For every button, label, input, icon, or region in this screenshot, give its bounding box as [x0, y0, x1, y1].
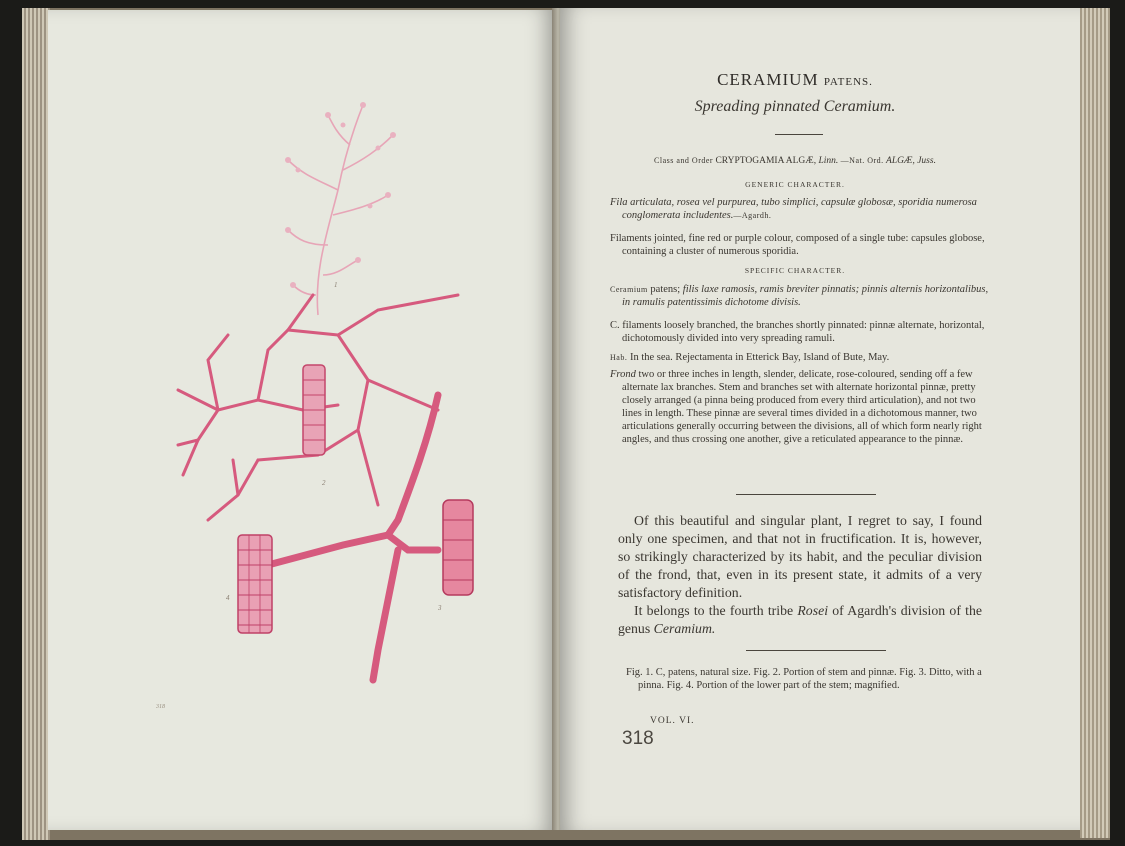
fig-label-2: 2 [322, 479, 326, 487]
nat-ord-label: —Nat. Ord. [840, 156, 884, 165]
right-page-edges [1080, 8, 1110, 838]
class-name: CRYPTOGAMIA ALGÆ, [715, 156, 817, 166]
section-rule [736, 494, 876, 495]
class-label: Class and Order [654, 156, 714, 165]
plate-mark: 318 [156, 704, 165, 710]
title-rule [775, 134, 823, 135]
generic-latin-text: Fila articulata, rosea vel purpurea, tubo simplici, capsulæ globosæ, sporidia numerosa conglomerata includentes. [610, 197, 977, 221]
fig-label-4: 4 [226, 594, 230, 602]
nat-ord: ALGÆ, [886, 156, 915, 166]
specific-latin-text: filis laxe ramosis, ramis breviter pinnatis; pinnis alternis horizontalibus, in ramulis patentissimis dichotome divisis. [622, 284, 989, 308]
generic-author: —Agardh. [733, 211, 772, 220]
habitat-label: Hab. [610, 353, 628, 362]
juss-author: Juss. [917, 156, 936, 166]
frond-text: two or three inches in length, slender, delicate, rose-coloured, sending off a few alternate lax branches. Stem and branches set with alternate horizontal pinnæ, pretty closely arranged (a pinna being produced from every third articulation), and not two lines in length. These pinnæ are several times divided in a dichotomous manner, two articulations generally occurring between the divisions, all of which form nearly right angles, and thus crossing one another, give a reticulated appearance to the pinnæ. [622, 369, 982, 445]
habitat-text: In the sea. Rejectamenta in Etterick Bay, Island of Bute, May. [629, 352, 890, 363]
fig1-natural-size [288, 105, 393, 315]
generic-latin [610, 196, 992, 222]
ceramium-illustration [138, 80, 528, 720]
title-small: PATENS. [823, 76, 873, 88]
fig2-joint-segment [303, 365, 325, 455]
generic-heading: GENERIC CHARACTER. [745, 180, 845, 189]
frond-label: Frond [610, 369, 636, 380]
classification-line [610, 156, 980, 166]
left-page-edges [22, 8, 50, 840]
botanical-plate [138, 80, 528, 720]
body-text [618, 512, 982, 638]
title-main: CERAMIUM [717, 70, 819, 89]
fig3-branch-with-pinna [268, 395, 438, 680]
frond-description [610, 368, 992, 446]
para2-part-c: of Agardh's division of the genus [618, 603, 983, 636]
fig1-pinnae [285, 102, 396, 288]
generic-english: Filaments jointed, fine red or purple colour, composed of a single tube: capsules globose, containing a cluster of numerous sporidia. [610, 233, 985, 257]
figure-captions: Fig. 1. C, patens, natural size. Fig. 2. Portion of stem and pinnæ. Fig. 3. Ditto, with a pinna. Fig. 4. Portion of the lower part of the stem; magnified. [626, 667, 982, 691]
page-number: 318 [622, 728, 654, 749]
linn-author: Linn. [818, 156, 839, 166]
species-title [610, 70, 980, 90]
species-subtitle: Spreading pinnated Ceramium. [694, 98, 896, 115]
habitat-line [610, 351, 992, 364]
body-paragraph-1: Of this beautiful and singular plant, I regret to say, I found only one specimen, and that not in fructification. It is, however, so strikingly characterized by its habit, and the peculiar division of the frond, that, even in its present state, it admits of a very satisfactory definition. [618, 513, 982, 600]
fig3-joint-segment [443, 500, 473, 595]
body-paragraph-2 [618, 602, 982, 638]
fig-label-1: 1 [334, 281, 338, 289]
para2-tribe: Rosei [797, 603, 829, 618]
specific-species: patens; [650, 284, 681, 295]
specific-english: C. filaments loosely branched, the branches shortly pinnated: pinnæ alternate, horizontal, dichotomously divided into very spreading ramuli. [610, 320, 985, 344]
para2-part-a: It belongs to the fourth tribe [634, 603, 794, 618]
specific-latin [610, 283, 992, 309]
specific-heading: SPECIFIC CHARACTER. [744, 266, 846, 275]
fig-label-3: 3 [438, 604, 442, 612]
specific-genus: Ceramium [610, 285, 648, 294]
fig4-lower-stem [238, 535, 272, 633]
para2-genus: Ceramium. [653, 621, 716, 636]
volume-label: VOL. VI. [650, 716, 695, 726]
figures-rule [746, 650, 886, 651]
